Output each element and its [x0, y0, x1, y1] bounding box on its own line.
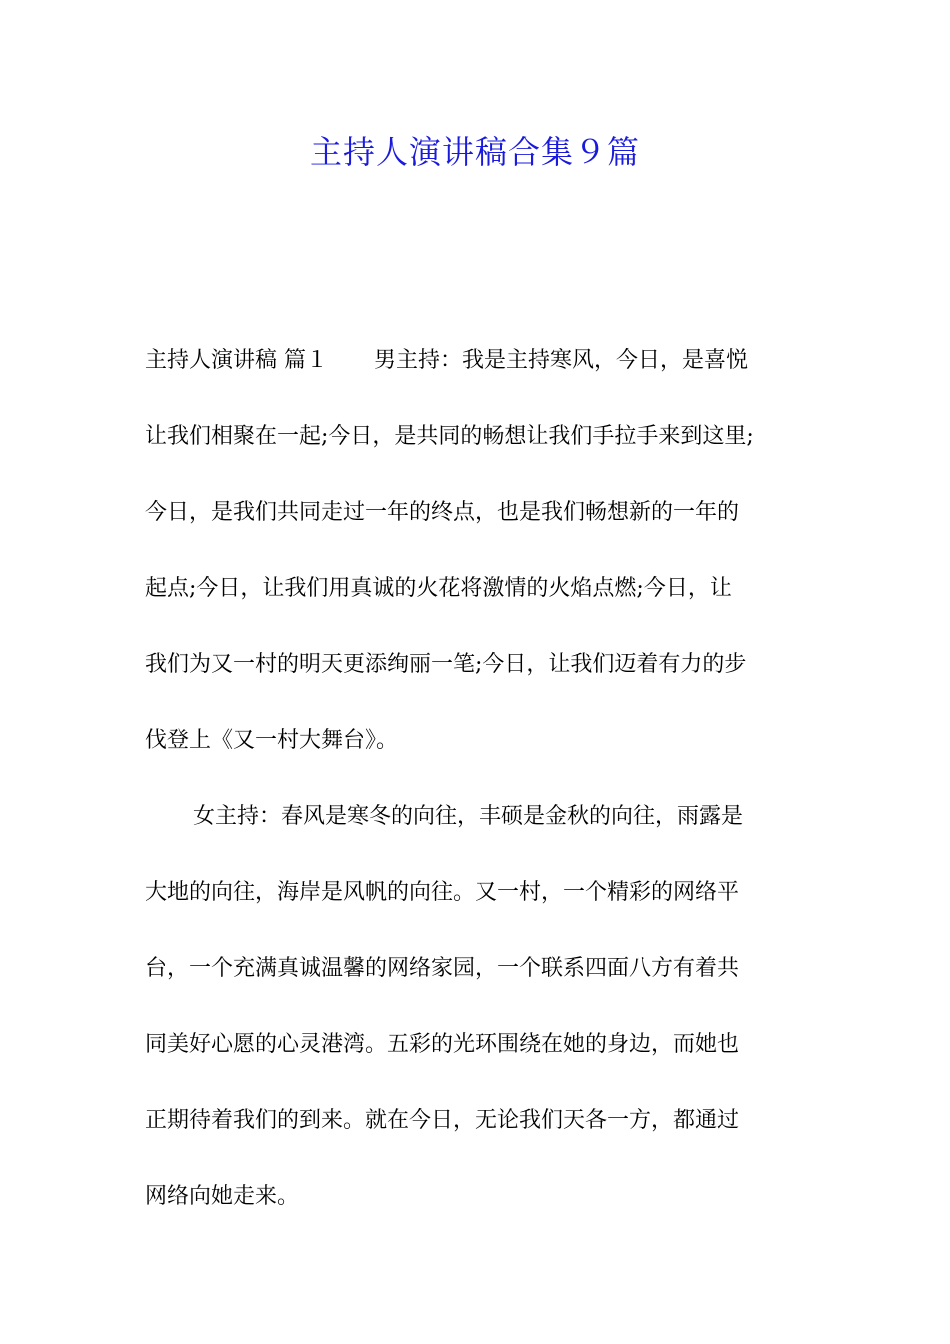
paragraph-line [145, 337, 810, 413]
paragraph-line: 大地的向往，海岸是风帆的向往。又一村，一个精彩的网络平 [145, 880, 740, 905]
paragraph-line: 让我们相聚在一起;今日，是共同的畅想让我们手拉手来到这里; [145, 424, 754, 449]
paragraph-line: 正期待着我们的到来。就在今日，无论我们天各一方，都通过 [145, 1108, 740, 1133]
line-text: 男主持：我是主持寒风，今日，是喜悦 [374, 348, 749, 373]
paragraph-line: 台，一个充满真诚温馨的网络家园，一个联系四面八方有着共 [145, 956, 740, 981]
paragraph-line: 同美好心愿的心灵港湾。五彩的光环围绕在她的身边，而她也 [145, 1032, 740, 1057]
paragraph-line: 伐登上《又一村大舞台》。 [145, 728, 399, 753]
paragraph-line: 女主持：春风是寒冬的向往，丰硕是金秋的向往，雨露是 [193, 804, 744, 829]
paragraph-line: 我们为又一村的明天更添绚丽一笔;今日，让我们迈着有力的步 [145, 652, 747, 677]
document-title: 主持人演讲稿合集９篇 [309, 133, 640, 171]
section-label: 主持人演讲稿 篇１ [145, 348, 328, 373]
paragraph-line: 起点;今日，让我们用真诚的火花将激情的火焰点燃;今日，让 [145, 576, 732, 601]
paragraph-line: 今日，是我们共同走过一年的终点，也是我们畅想新的一年的 [145, 500, 740, 525]
paragraph-line: 网络向她走来。 [145, 1184, 300, 1209]
document-body [145, 337, 810, 1249]
